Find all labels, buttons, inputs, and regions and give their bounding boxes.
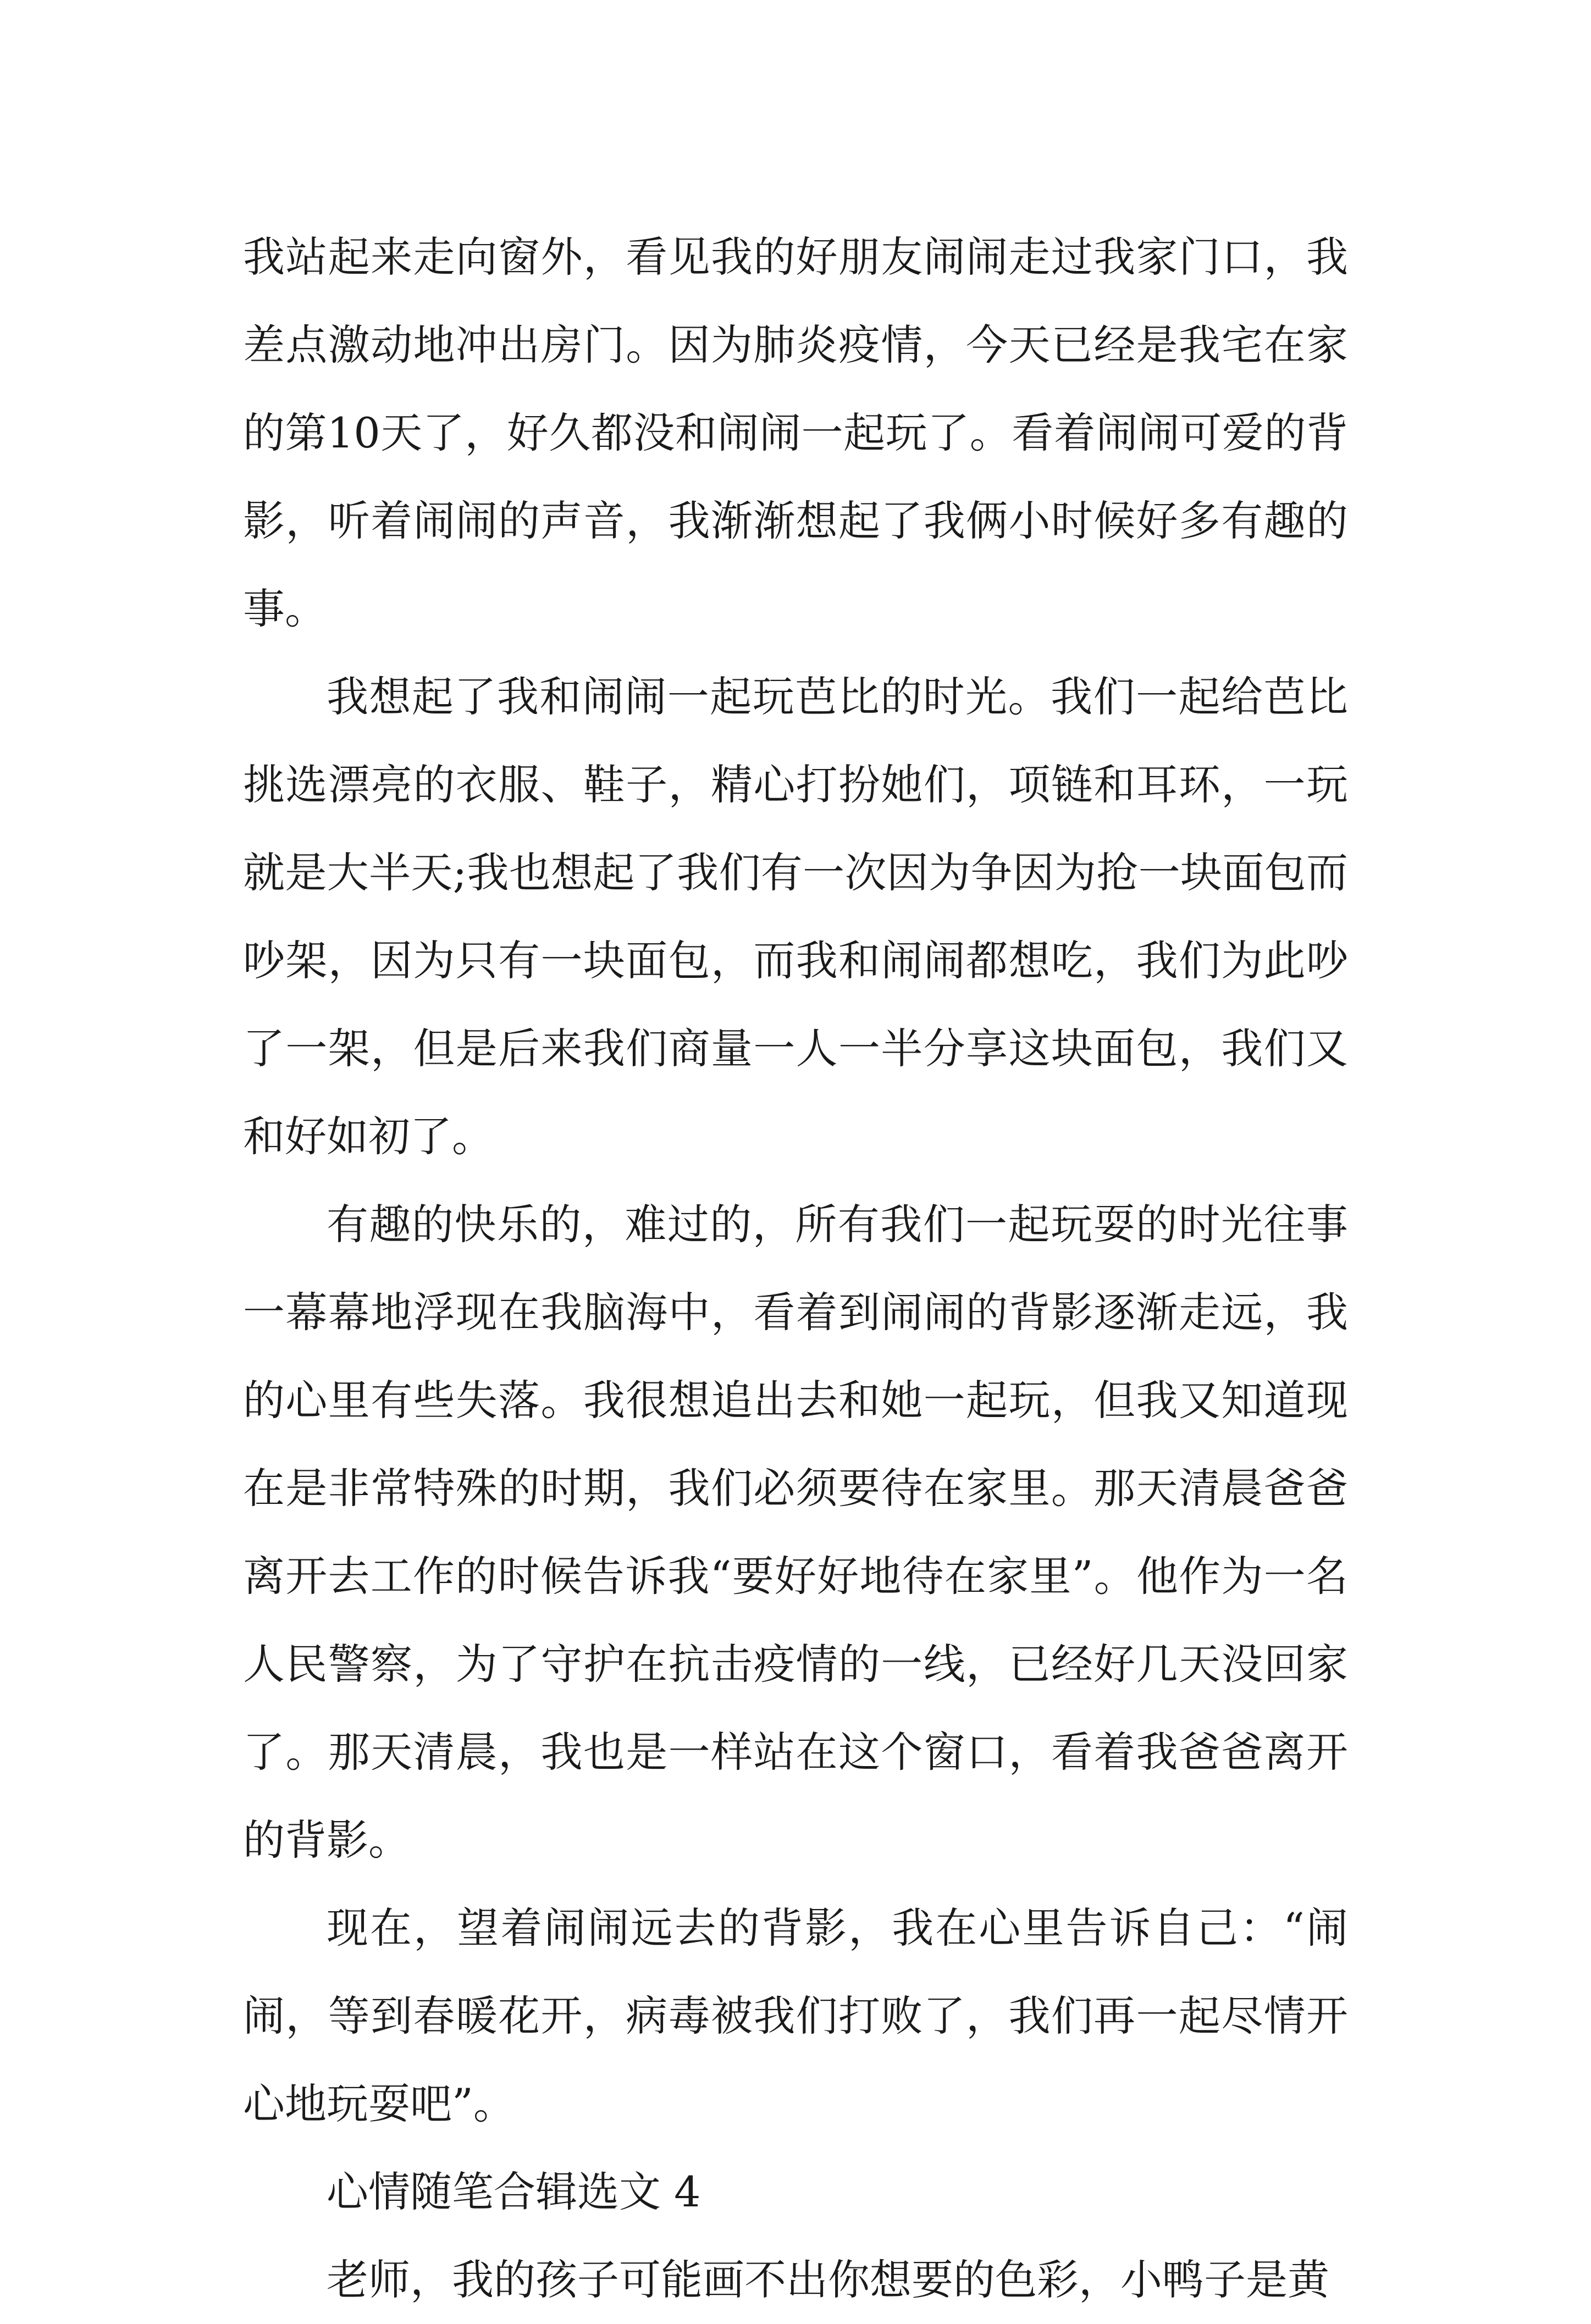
paragraph-3: 有趣的快乐的，难过的，所有我们一起玩耍的时光往事一幕幕地浮现在我脑海中，看着到闹闹的背影逐渐走远，我的心里有些失落。我很想追出去和她一起玩，但我又知道现在是非常特殊的时期，我们必须要待在家里。那天清晨爸爸离开去工作的时候告诉我“要好好地待在家里”。他作为一名人民警察，为了守护在抗击疫情的一线，已经好几天没回家了。那天清晨，我也是一样站在这个窗口，看着我爸爸离开的背影。 xyxy=(243,1200,1348,1864)
section-heading: 心情随笔合辑选文 4 xyxy=(327,2167,701,2216)
paragraph-5: 老师，我的孩子可能画不出你想要的色彩，小鸭子是黄 xyxy=(327,2255,1329,2304)
paragraph-4: 现在，望着闹闹远去的背影，我在心里告诉自己：“闹闹，等到春暖花开，病毒被我们打败了，我们再一起尽情开心地玩耍吧”。 xyxy=(243,1904,1348,2128)
paragraph-1: 我站起来走向窗外，看见我的好朋友闹闹走过我家门口，我差点激动地冲出房门。因为肺炎疫情，今天已经是我宅在家的第10天了，好久都没和闹闹一起玩了。看着闹闹可爱的背影，听着闹闹的声音，我渐渐想起了我俩小时候好多有趣的事。 xyxy=(243,233,1348,633)
document-body xyxy=(243,213,1348,2324)
paragraph-2: 我想起了我和闹闹一起玩芭比的时光。我们一起给芭比挑选漂亮的衣服、鞋子，精心打扮她们，项链和耳环，一玩就是大半天;我也想起了我们有一次因为争因为抢一块面包而吵架，因为只有一块面包，而我和闹闹都想吃，我们为此吵了一架，但是后来我们商量一人一半分享这块面包，我们又和好如初了。 xyxy=(243,672,1348,1161)
